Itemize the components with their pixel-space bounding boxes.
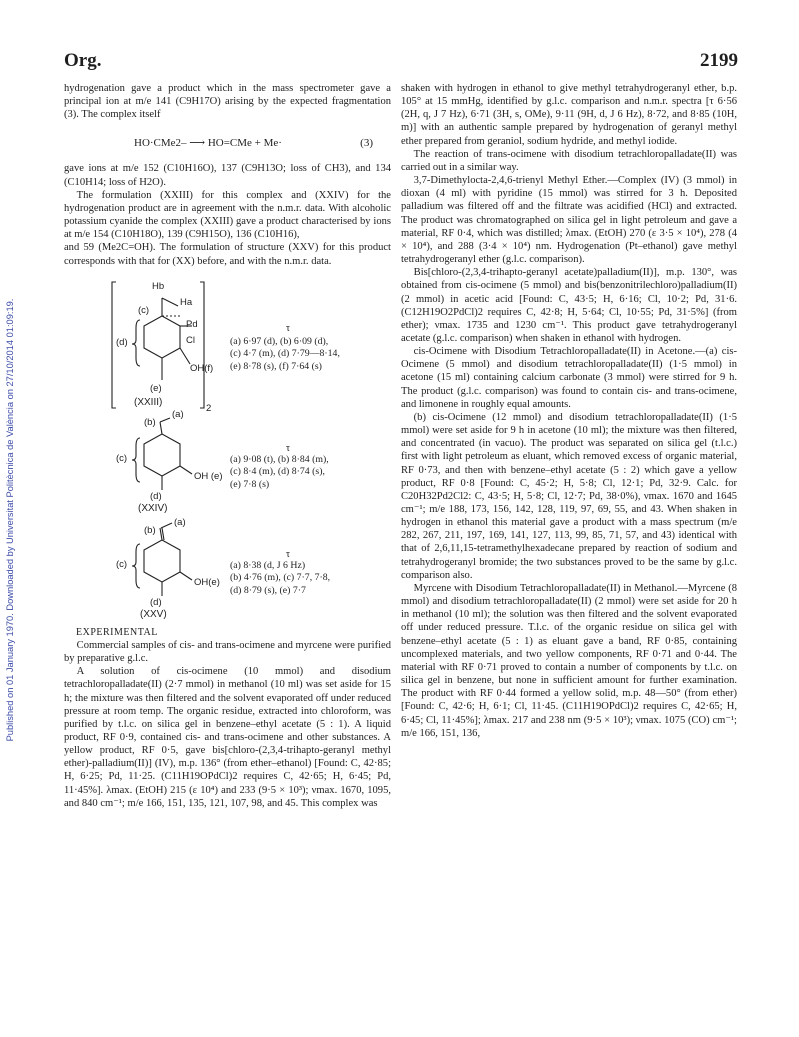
tau-symbol: τ bbox=[286, 548, 291, 560]
equation-3 bbox=[64, 123, 391, 159]
equation-number: (3) bbox=[360, 137, 373, 150]
atom-label: (c) bbox=[138, 304, 150, 316]
atom-label: (a) bbox=[172, 408, 184, 420]
paragraph: Myrcene with Disodium Tetrachloropalladate(II) in Methanol.—Myrcene (8 mmol) and disodium tetrachloropalladate(II) (2 mmol) were set aside for 20 h in methanol (10 ml); the solution was then filtered and the solvent evaporated off under reduced pressure. T.l.c. of the organic residue on silica gel with benzene–ethyl acetate (5 : 1) as eluant gave a band, RF 0·85, containing uncomplexed materials, and two yellow components, RF 0·71 and 0·44. The material with RF 0·71 proved to contain a number of components by t.l.c. on silica gel in benzene, but none in sufficient amount for further examination. The product with RF 0·44 formed a yellow solid, m.p. 48—50° (from ether) [Found: C, 42·6; H, 6·1; Cl, 11·45. (C11H19OPdCl)2 requires C, 42·65; H, 6·45; Cl, 11·45%]; λmax. 217 and 238 nm (9·5 × 10³); νmax. 1075 (CO) cm⁻¹; m/e 166, 151, 136, bbox=[401, 582, 737, 739]
paragraph: hydrogenation gave a product which in the mass spectrometer gave a principal ion at m/e 141 (C9H17O) arising by the expected fragmentation (3). The complex itself bbox=[64, 83, 391, 121]
atom-label: Cl bbox=[186, 334, 195, 346]
atom-label: OH(f) bbox=[190, 362, 214, 374]
atom-label: (b) bbox=[144, 524, 156, 536]
page-number: 2199 bbox=[700, 50, 738, 71]
paragraph: Commercial samples of cis- and trans-ocimene and myrcene were purified by preparative g.l.c. bbox=[64, 639, 391, 665]
atom-label: (d) bbox=[116, 336, 128, 348]
atom-label: (d) bbox=[150, 490, 162, 502]
compound-number: (XXIV) bbox=[138, 502, 168, 514]
atom-label: Hb bbox=[152, 280, 165, 292]
download-watermark-text: Published on 01 January 1970. Downloaded by Universitat Politècnica de València on 27/10/2014 01:09:19. bbox=[5, 298, 15, 742]
paragraph: cis-Ocimene with Disodium Tetrachloropalladate(II) in Acetone.—(a) cis-Ocimene (5 mmol) and disodium tetrachloropalladate(II) (1·5 mmol) in acetone (15 ml) containing calcium carbonate (3 mmol) were stirred for 9 h. The product (g.l.c. comparison) was found to contain cis- and trans-ocimene, and limonene in roughly equal amounts. bbox=[401, 346, 737, 410]
left-column bbox=[64, 82, 391, 810]
atom-label: OH(e) bbox=[194, 576, 220, 588]
download-watermark bbox=[2, 150, 18, 890]
atom-label: (a) bbox=[174, 516, 186, 528]
atom-label: (c) bbox=[116, 452, 128, 464]
paragraph: and 59 (Me2C=OH). The formulation of structure (XXV) for this product corresponds with that for (XX) before, and with the n.m.r. data. bbox=[64, 242, 391, 267]
tau-symbol: τ bbox=[286, 322, 291, 334]
atom-label: (e) bbox=[150, 382, 162, 394]
journal-section-header: Org. bbox=[64, 50, 102, 71]
atom-label: Ha bbox=[180, 296, 193, 308]
structure-drawings bbox=[64, 276, 391, 626]
atom-label: (d) bbox=[150, 596, 162, 608]
nmr-data: (a) 6·97 (d), (b) 6·09 (d), (c) 4·7 (m), (d) 7·79—8·14, (e) 8·78 (s), (f) 7·64 (s) bbox=[230, 335, 340, 372]
atom-label: OH (e) bbox=[194, 470, 223, 482]
compound-number: (XXIII) bbox=[134, 396, 163, 408]
paragraph: The reaction of trans-ocimene with disodium tetrachloropalladate(II) was carried out in a similar way. bbox=[401, 148, 737, 173]
paragraph: Bis[chloro-(2,3,4-trihapto-geranyl acetate)palladium(II)], m.p. 130°, was obtained from cis-ocimene (5 mmol) and bis(benzonitrilechloro)palladium(II) (2 mmol) in acetic acid [Found: C, 43·5; H, 6·16; Cl, 10·2; Pd, 31·6. (C12H19O2PdCl)2 requires C, 42·8; H, 5·64; Cl, 10·55; Pd, 31·5%] (from ether); νmax. 1735 and 1230 cm⁻¹. This product gave tetrahydrogeranyl acetate (g.l.c. comparison) when shaken in ethanol with hydrogen. bbox=[401, 267, 737, 344]
compound-number: (XXV) bbox=[140, 608, 167, 620]
paragraph: A solution of cis-ocimene (10 mmol) and disodium tetrachloropalladate(II) (2·7 mmol) in methanol (10 ml) was set aside for 15 h; the mixture was then filtered and the solvent evaporated off under reduced pressure at room temp. The organic residue, extracted into chloroform, was purified by t.l.c. on silica gel in benzene–ethyl acetate (5 : 1). A liquid product, RF 0·9, contained cis- and trans-ocimene and other substances. A yellow product, RF 0·5, gave bis[chloro-(2,3,4-trihapto-geranyl methyl ether)-palladium(II)] (IV), m.p. 136° (from ether–ethanol) [Found: C, 42·85; H, 6·25; Pd, 11·25. (C11H19OPdCl)2 requires C, 42·65; H, 6·45; Pd, 11·45%]. λmax. (EtOH) 215 (ε 10⁴) and 233 (9·5 × 10³); νmax. 1670, 1095, and 840 cm⁻¹; m/e 166, 151, 135, 121, 107, 98, and 45. This complex was bbox=[64, 666, 391, 809]
dimer-subscript: 2 bbox=[206, 402, 212, 414]
tau-symbol: τ bbox=[286, 442, 291, 454]
nmr-data: (a) 9·08 (t), (b) 8·84 (m), (c) 8·4 (m), (d) 8·74 (s), (e) 7·8 (s) bbox=[230, 453, 329, 490]
atom-label: (b) bbox=[144, 416, 156, 428]
paragraph: (b) cis-Ocimene (12 mmol) and disodium tetrachloropalladate(II) (1·5 mmol) were set aside for 9 h in acetone (10 ml); the mixture was then filtered, and concentrated (in vacuo). The product was separated on silica gel (t.l.c.) first with light petroleum as eluant, which removed excess of organic material, RF 0·73, and then with benzene–ethyl acetate (5 : 2) which gave a yellow product, RF 0·8 [Found: C, 45·2; H, 5·8; Cl, 12·1; Pd, 32·9. Calc. for C20H32Pd2Cl2: C, 43·5; H, 5·8; Cl, 12·7; Pd, 38·0%), νmax. 1670 and 1645 cm⁻¹; m/e 188, 173, 156, 142, 128, 119, 97, 69, 55, and 43. When shaken in hydrogen in ethanol this material gave a product with a mass spectrum (m/e 282, 267, 211, 197, 169, 141, 127, 113, 99, 85, 71, 57, and 43) identical with that of 2,6,11,15-tetramethylhexadecane prepared by reaction of sodium and tetrahydrogeranyl bromide; the two substances proved to be the same by g.l.c. comparison also. bbox=[401, 411, 737, 581]
right-column bbox=[401, 82, 737, 740]
section-heading: EXPERIMENTAL bbox=[76, 626, 158, 638]
equation-text: HO·CMe2– ⟶ HO=CMe + Me· bbox=[134, 137, 282, 150]
paragraph: 3,7-Dimethylocta-2,4,6-trienyl Methyl Ether.—Complex (IV) (3 mmol) in dioxan (4 ml) with pyridine (15 mmol) was stirred for 3 h. Deposited palladium was filtered off and the filtrate was acidified (HCl) and extracted. The product was chromatographed on silica gel in light petroleum and gave a material, RF 0·4, which was distilled; λmax. (EtOH) 270 (ε 3·5 × 10⁴), 278 (4 × 10⁴), and 288 (3·4 × 10⁴) nm. Hydrogenation (Pt–ethanol) gave methyl tetrahydrogeranyl ether (g.l.c. comparison). bbox=[401, 175, 737, 266]
atom-label: (c) bbox=[116, 558, 128, 570]
paragraph: gave ions at m/e 152 (C10H16O), 137 (C9H13O; loss of CH3), and 134 (C10H14; loss of H2O). bbox=[64, 163, 391, 188]
atom-label: Pd bbox=[186, 318, 198, 330]
structure-figures bbox=[64, 276, 391, 626]
paragraph: The formulation (XXIII) for this complex and (XXIV) for the hydrogenation product are in agreement with the n.m.r. data. With alcoholic potassium cyanide the complex (XXIII) gave a product characterised by ions at m/e 154 (C10H18O), 139 (C9H15O), 136 (C10H16), bbox=[64, 189, 391, 241]
paragraph: shaken with hydrogen in ethanol to give methyl tetrahydrogeranyl ether, b.p. 105° at 15 mmHg, identified by g.l.c. comparison and n.m.r. spectra [τ 6·56 (2H, q, J 7 Hz), 6·71 (3H, s, OMe), 9·11 (9H, d, J 6 Hz), 8·72, and 8·85 (10H, m)] with an authentic sample prepared by hydrogenation of geranyl methyl ether prepared from geraniol, sodium hydride, and methyl iodide. bbox=[401, 83, 737, 147]
nmr-data: (a) 8·38 (d, J 6 Hz) (b) 4·76 (m), (c) 7·7, 7·8, (d) 8·79 (s), (e) 7·7 bbox=[230, 559, 331, 596]
